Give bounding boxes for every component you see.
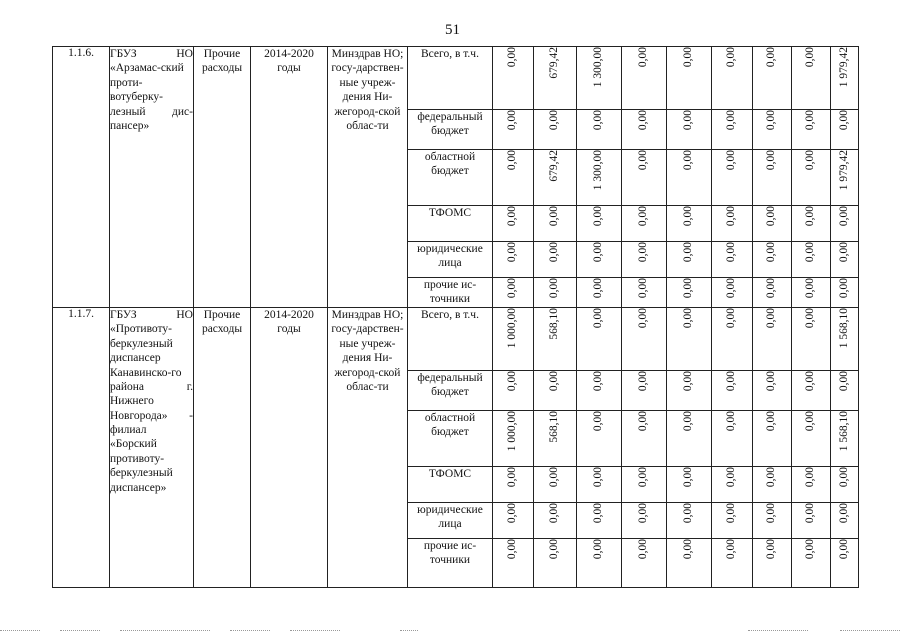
amount-value: 0,00: [548, 371, 561, 392]
amount-value: 0,00: [804, 47, 817, 68]
amount-value: 0,00: [725, 110, 738, 131]
amount-value: 0,00: [725, 150, 738, 171]
amount-value: 0,00: [837, 539, 850, 560]
item-code: 1.1.7.: [53, 308, 110, 588]
amount-cell: [622, 278, 667, 308]
funding-source: прочие ис-точники: [408, 278, 493, 308]
amount-value: 1 000,00: [506, 411, 519, 452]
amount-cell: [712, 308, 753, 371]
amount-value: 1 979,42: [837, 47, 850, 88]
amount-value: 0,00: [548, 278, 561, 299]
amount-value: 0,00: [682, 308, 695, 329]
footer-scan-marks: [0, 628, 905, 634]
amount-cell: [577, 539, 622, 588]
executor: Минздрав НО; госу-дарствен-ные учреж-дения Ни-жегород-ской облас-ти: [328, 308, 408, 588]
amount-value: 0,00: [506, 278, 519, 299]
amount-value: 1 300,00: [592, 150, 605, 191]
amount-cell: [831, 242, 859, 278]
amount-cell: [667, 371, 712, 411]
amount-value: 0,00: [506, 503, 519, 524]
amount-value: 0,00: [682, 503, 695, 524]
amount-value: 0,00: [637, 150, 650, 171]
amount-cell: [792, 206, 831, 242]
amount-value: 0,00: [682, 206, 695, 227]
item-code: 1.1.6.: [53, 47, 110, 308]
amount-value: 0,00: [765, 539, 778, 560]
amount-cell: [712, 539, 753, 588]
amount-cell: [577, 467, 622, 503]
amount-value: 0,00: [804, 242, 817, 263]
amount-value: 1 000,00: [506, 308, 519, 349]
funding-source: федеральный бюджет: [408, 371, 493, 411]
amount-cell: [712, 47, 753, 110]
amount-value: 0,00: [592, 278, 605, 299]
amount-value: 0,00: [682, 242, 695, 263]
amount-cell: [622, 503, 667, 539]
amount-value: 0,00: [682, 47, 695, 68]
amount-cell: [831, 206, 859, 242]
funding-source: областной бюджет: [408, 150, 493, 206]
amount-cell: [831, 503, 859, 539]
funding-source: федеральный бюджет: [408, 110, 493, 150]
institution-name: ГБУЗ НО «Противоту-беркулезный диспансер Канавинско-го района г. Нижнего Новгорода» - филиал «Борский противоту-беркулезный диспансер»: [110, 308, 194, 588]
amount-value: 0,00: [548, 467, 561, 488]
amount-cell: [667, 150, 712, 206]
amount-value: 0,00: [765, 503, 778, 524]
amount-value: 0,00: [804, 150, 817, 171]
amount-cell: [712, 467, 753, 503]
funding-source: Всего, в т.ч.: [408, 308, 493, 371]
amount-value: 0,00: [637, 242, 650, 263]
amount-cell: [534, 206, 577, 242]
implementation-period: 2014-2020 годы: [251, 47, 328, 308]
amount-cell: [534, 503, 577, 539]
amount-value: 0,00: [725, 503, 738, 524]
table-row: [53, 47, 859, 110]
amount-cell: [534, 411, 577, 467]
amount-value: 0,00: [592, 308, 605, 329]
amount-value: 0,00: [725, 278, 738, 299]
amount-cell: [622, 110, 667, 150]
funding-source: областной бюджет: [408, 411, 493, 467]
institution-name: ГБУЗ НО «Арзамас-ский проти-вотуберку-лезный дис-пансер»: [110, 47, 194, 308]
amount-cell: [753, 539, 792, 588]
amount-cell: [493, 371, 534, 411]
amount-cell: [667, 110, 712, 150]
amount-cell: [622, 411, 667, 467]
amount-cell: [712, 371, 753, 411]
amount-cell: [493, 110, 534, 150]
amount-cell: [667, 206, 712, 242]
amount-value: 0,00: [682, 150, 695, 171]
amount-value: 0,00: [637, 110, 650, 131]
funding-source: прочие ис-точники: [408, 539, 493, 588]
amount-value: 0,00: [637, 503, 650, 524]
amount-cell: [831, 110, 859, 150]
amount-cell: [534, 47, 577, 110]
amount-cell: [831, 411, 859, 467]
amount-value: 0,00: [682, 467, 695, 488]
amount-cell: [792, 308, 831, 371]
amount-cell: [831, 278, 859, 308]
amount-value: 0,00: [765, 242, 778, 263]
amount-value: 0,00: [506, 47, 519, 68]
amount-cell: [667, 411, 712, 467]
amount-cell: [493, 242, 534, 278]
amount-value: 0,00: [506, 206, 519, 227]
amount-cell: [753, 110, 792, 150]
amount-value: 0,00: [637, 278, 650, 299]
amount-value: 0,00: [725, 371, 738, 392]
amount-value: 0,00: [725, 308, 738, 329]
amount-cell: [493, 47, 534, 110]
amount-cell: [493, 206, 534, 242]
amount-cell: [712, 411, 753, 467]
amount-cell: [493, 308, 534, 371]
amount-cell: [753, 47, 792, 110]
amount-cell: [622, 150, 667, 206]
expense-type: Прочие расходы: [194, 47, 251, 308]
amount-cell: [622, 308, 667, 371]
amount-cell: [577, 503, 622, 539]
amount-cell: [792, 150, 831, 206]
amount-cell: [493, 539, 534, 588]
amount-value: 0,00: [804, 503, 817, 524]
amount-value: 0,00: [592, 503, 605, 524]
amount-value: 0,00: [548, 206, 561, 227]
amount-cell: [577, 206, 622, 242]
amount-cell: [493, 278, 534, 308]
amount-value: 0,00: [765, 467, 778, 488]
amount-cell: [534, 539, 577, 588]
amount-value: 568,10: [548, 308, 561, 340]
amount-cell: [622, 467, 667, 503]
amount-cell: [622, 47, 667, 110]
amount-value: 0,00: [765, 278, 778, 299]
funding-source: юридические лица: [408, 503, 493, 539]
amount-cell: [493, 411, 534, 467]
amount-cell: [753, 150, 792, 206]
funding-source: ТФОМС: [408, 206, 493, 242]
amount-value: 1 568,10: [837, 308, 850, 349]
amount-cell: [577, 308, 622, 371]
amount-value: 0,00: [837, 206, 850, 227]
amount-cell: [667, 539, 712, 588]
amount-cell: [622, 206, 667, 242]
amount-value: 0,00: [506, 242, 519, 263]
amount-cell: [667, 278, 712, 308]
amount-cell: [577, 278, 622, 308]
amount-cell: [534, 278, 577, 308]
amount-value: 0,00: [837, 110, 850, 131]
amount-cell: [753, 242, 792, 278]
amount-cell: [753, 503, 792, 539]
amount-cell: [667, 503, 712, 539]
amount-cell: [831, 47, 859, 110]
amount-cell: [534, 110, 577, 150]
amount-value: 0,00: [592, 467, 605, 488]
amount-value: 568,10: [548, 411, 561, 443]
amount-value: 0,00: [548, 503, 561, 524]
amount-cell: [712, 110, 753, 150]
amount-value: 0,00: [804, 206, 817, 227]
amount-cell: [622, 539, 667, 588]
amount-value: 0,00: [804, 467, 817, 488]
amount-value: 0,00: [725, 411, 738, 432]
amount-value: 0,00: [637, 411, 650, 432]
amount-cell: [831, 467, 859, 503]
amount-cell: [534, 308, 577, 371]
amount-value: 0,00: [506, 371, 519, 392]
amount-value: 0,00: [804, 371, 817, 392]
amount-cell: [753, 411, 792, 467]
amount-value: 0,00: [637, 467, 650, 488]
amount-value: 0,00: [837, 278, 850, 299]
amount-value: 0,00: [592, 242, 605, 263]
amount-cell: [753, 206, 792, 242]
amount-value: 0,00: [765, 206, 778, 227]
amount-cell: [577, 110, 622, 150]
amount-cell: [831, 371, 859, 411]
amount-value: 0,00: [637, 206, 650, 227]
amount-cell: [493, 467, 534, 503]
amount-cell: [667, 242, 712, 278]
amount-cell: [792, 539, 831, 588]
amount-value: 0,00: [804, 411, 817, 432]
amount-value: 0,00: [837, 371, 850, 392]
funding-table: [52, 46, 859, 588]
amount-cell: [622, 242, 667, 278]
amount-cell: [667, 467, 712, 503]
amount-cell: [577, 242, 622, 278]
amount-value: 0,00: [765, 411, 778, 432]
amount-value: 0,00: [682, 411, 695, 432]
funding-source: юридические лица: [408, 242, 493, 278]
amount-cell: [493, 150, 534, 206]
amount-value: 1 300,00: [592, 47, 605, 88]
amount-value: 0,00: [765, 47, 778, 68]
amount-cell: [667, 47, 712, 110]
amount-value: 1 568,10: [837, 411, 850, 452]
amount-cell: [577, 411, 622, 467]
table-row: [53, 308, 859, 371]
amount-value: 0,00: [506, 110, 519, 131]
amount-value: 0,00: [725, 467, 738, 488]
amount-value: 679,42: [548, 150, 561, 182]
amount-cell: [753, 308, 792, 371]
amount-value: 0,00: [765, 371, 778, 392]
amount-cell: [792, 503, 831, 539]
amount-cell: [577, 150, 622, 206]
amount-cell: [792, 411, 831, 467]
amount-cell: [831, 308, 859, 371]
amount-value: 0,00: [725, 539, 738, 560]
funding-source: Всего, в т.ч.: [408, 47, 493, 110]
amount-value: 0,00: [837, 467, 850, 488]
amount-value: 0,00: [637, 539, 650, 560]
amount-cell: [792, 110, 831, 150]
funding-source: ТФОМС: [408, 467, 493, 503]
amount-value: 0,00: [765, 150, 778, 171]
amount-value: 0,00: [592, 539, 605, 560]
amount-cell: [712, 242, 753, 278]
amount-cell: [712, 503, 753, 539]
amount-cell: [792, 242, 831, 278]
executor: Минздрав НО; госу-дарствен-ные учреж-дения Ни-жегород-ской облас-ти: [328, 47, 408, 308]
amount-value: 0,00: [804, 539, 817, 560]
amount-cell: [792, 47, 831, 110]
amount-value: 0,00: [725, 47, 738, 68]
amount-cell: [577, 47, 622, 110]
expense-type: Прочие расходы: [194, 308, 251, 588]
amount-value: 0,00: [804, 110, 817, 131]
amount-cell: [712, 278, 753, 308]
amount-value: 0,00: [725, 242, 738, 263]
amount-value: 679,42: [548, 47, 561, 79]
amount-cell: [831, 150, 859, 206]
amount-value: 0,00: [592, 371, 605, 392]
amount-cell: [493, 503, 534, 539]
amount-value: 0,00: [637, 371, 650, 392]
amount-cell: [667, 308, 712, 371]
amount-value: 0,00: [637, 308, 650, 329]
amount-value: 0,00: [682, 539, 695, 560]
amount-cell: [622, 371, 667, 411]
amount-value: 0,00: [682, 110, 695, 131]
amount-value: 0,00: [682, 371, 695, 392]
amount-value: 0,00: [837, 503, 850, 524]
amount-value: 0,00: [506, 150, 519, 171]
amount-value: 0,00: [548, 110, 561, 131]
amount-cell: [534, 467, 577, 503]
amount-value: 0,00: [548, 242, 561, 263]
amount-cell: [577, 371, 622, 411]
amount-cell: [534, 150, 577, 206]
amount-cell: [753, 467, 792, 503]
amount-value: 0,00: [637, 47, 650, 68]
amount-value: 0,00: [804, 278, 817, 299]
amount-cell: [792, 467, 831, 503]
amount-value: 0,00: [682, 278, 695, 299]
amount-value: 0,00: [804, 308, 817, 329]
amount-value: 0,00: [837, 242, 850, 263]
amount-value: 0,00: [592, 110, 605, 131]
amount-value: 0,00: [592, 411, 605, 432]
amount-value: 0,00: [548, 539, 561, 560]
amount-cell: [534, 371, 577, 411]
amount-value: 0,00: [506, 539, 519, 560]
amount-cell: [712, 206, 753, 242]
amount-cell: [792, 371, 831, 411]
amount-value: 0,00: [765, 308, 778, 329]
amount-cell: [831, 539, 859, 588]
amount-value: 1 979,42: [837, 150, 850, 191]
amount-cell: [753, 278, 792, 308]
amount-value: 0,00: [592, 206, 605, 227]
amount-value: 0,00: [725, 206, 738, 227]
page-number: 51: [445, 22, 460, 38]
amount-cell: [792, 278, 831, 308]
amount-value: 0,00: [506, 467, 519, 488]
implementation-period: 2014-2020 годы: [251, 308, 328, 588]
amount-cell: [534, 242, 577, 278]
amount-value: 0,00: [765, 110, 778, 131]
amount-cell: [712, 150, 753, 206]
amount-cell: [753, 371, 792, 411]
